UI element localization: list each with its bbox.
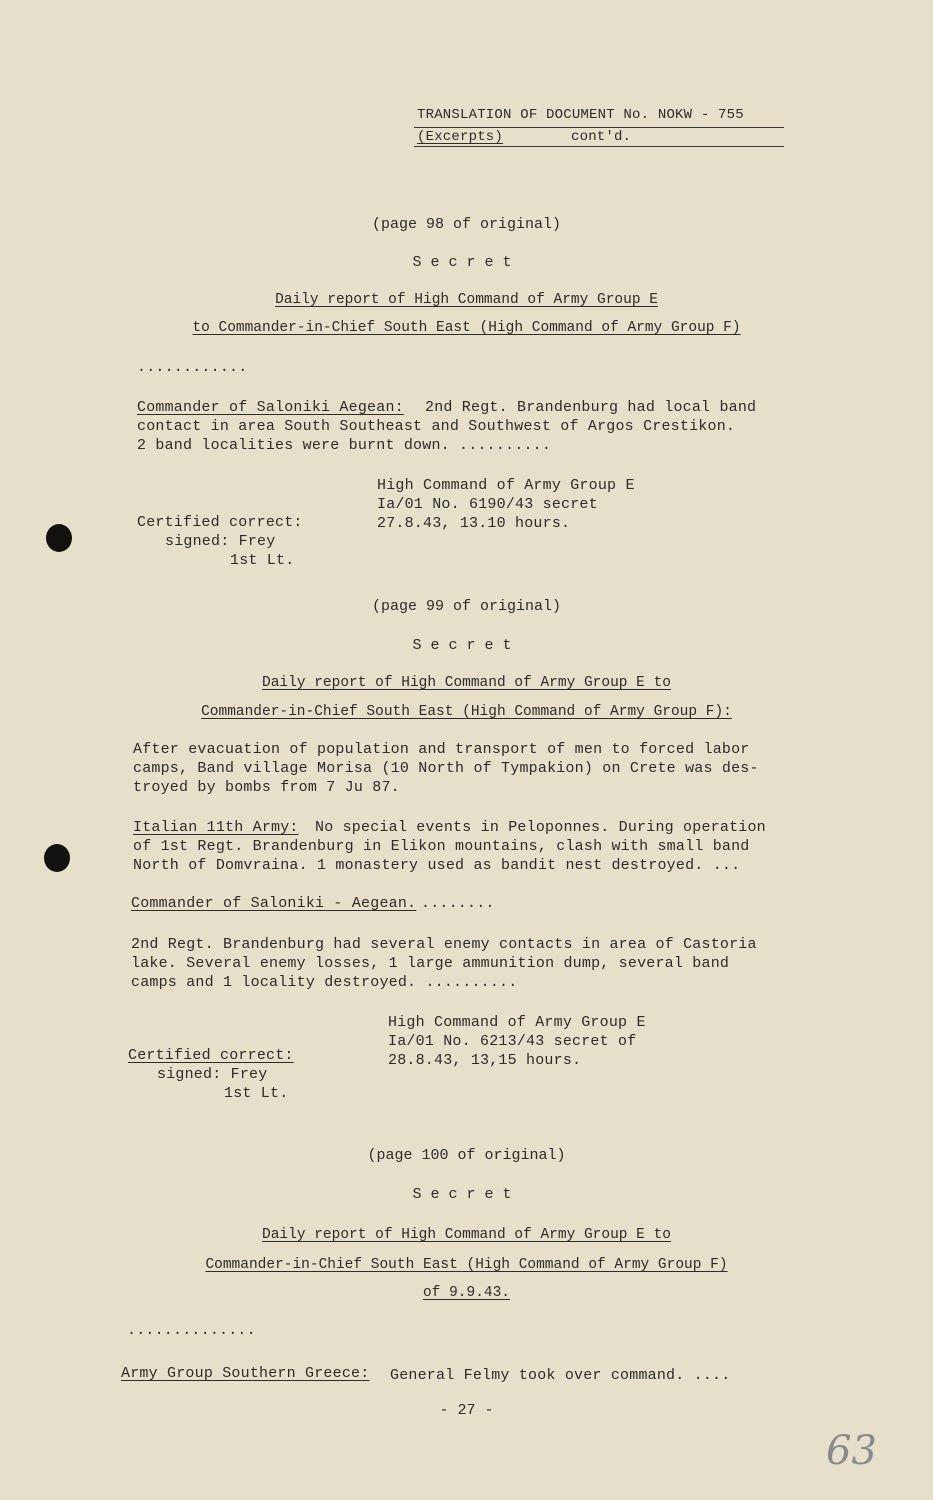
ellipsis-1: ............ (137, 359, 248, 376)
para-2d-1: 2nd Regt. Brandenburg had several enemy contacts in area of Castoria (131, 936, 757, 953)
signed-1: signed: Frey (165, 533, 276, 550)
para-line-1b: contact in area South Southeast and Southwest of Argos Crestikon. (137, 418, 736, 435)
page-number: - 27 - (439, 1402, 494, 1419)
ellipsis-3: .............. (127, 1322, 256, 1339)
para-2a-1: After evacuation of population and transport of men to forced labor (133, 741, 750, 758)
sign-block-2b: Ia/01 No. 6213/43 secret of (388, 1033, 637, 1050)
sign-block-1c: 27.8.43, 13.10 hours. (377, 515, 571, 532)
para-2d-2: lake. Several enemy losses, 1 large ammunition dump, several band (131, 955, 730, 972)
report-title-3a: Daily report of High Command of Army Group E to (262, 1227, 671, 1243)
header-contd: cont'd. (571, 129, 632, 145)
secret-label-3: Secret (412, 1186, 521, 1203)
sign-block-2c: 28.8.43, 13,15 hours. (388, 1052, 582, 1069)
report-title-2b: Commander-in-Chief South East (High Command of Army Group F): (201, 704, 732, 720)
page-note-99: (page 99 of original) (371, 598, 562, 615)
header-rule-2 (414, 146, 784, 147)
para-label-saloniki-2: Commander of Saloniki - Aegean. (131, 895, 417, 912)
para-2b-3: North of Domvraina. 1 monastery used as bandit nest destroyed. ... (133, 857, 741, 874)
report-title-3c: of 9.9.43. (422, 1285, 510, 1301)
ellipsis-2: ........ (421, 895, 495, 912)
certified-2: Certified correct: (128, 1047, 294, 1064)
page-note-100: (page 100 of original) (367, 1147, 566, 1164)
rank-1: 1st Lt. (230, 552, 295, 569)
punch-hole-top (46, 524, 72, 552)
report-title-3b: Commander-in-Chief South East (High Command of Army Group F) (205, 1257, 728, 1273)
report-title-1a: Daily report of High Command of Army Group E (275, 292, 658, 308)
sign-block-1a: High Command of Army Group E (377, 477, 635, 494)
para-2a-3: troyed by bombs from 7 Ju 87. (133, 779, 400, 796)
para-line-1c: 2 band localities were burnt down. .......... (137, 437, 552, 454)
secret-label-1: Secret (412, 254, 521, 271)
para-line-1a: 2nd Regt. Brandenburg had local band (425, 399, 757, 416)
header-title: TRANSLATION OF DOCUMENT No. NOKW - 755 (417, 107, 744, 123)
para-label-saloniki-1: Commander of Saloniki Aegean: (137, 399, 404, 416)
para-2b-1: No special events in Peloponnes. During operation (315, 819, 766, 836)
para-3-text: General Felmy took over command. .... (390, 1367, 731, 1384)
para-label-army-group-greece: Army Group Southern Greece: (121, 1365, 370, 1382)
para-2a-2: camps, Band village Morisa (10 North of Tympakion) on Crete was des- (133, 760, 759, 777)
report-title-1b: to Commander-in-Chief South East (High Command of Army Group F) (192, 320, 741, 336)
rank-2: 1st Lt. (224, 1085, 289, 1102)
sign-block-1b: Ia/01 No. 6190/43 secret (377, 496, 598, 513)
certified-1: Certified correct: (137, 514, 303, 531)
para-2d-3: camps and 1 locality destroyed. .......... (131, 974, 518, 991)
sign-block-2a: High Command of Army Group E (388, 1014, 646, 1031)
punch-hole-bottom (44, 844, 70, 872)
handwritten-folio-number: 63 (826, 1428, 877, 1474)
page-note-98: (page 98 of original) (371, 216, 562, 233)
signed-2: signed: Frey (157, 1066, 268, 1083)
header-excerpts: (Excerpts) (417, 129, 504, 145)
para-2b-2: of 1st Regt. Brandenburg in Elikon mountains, clash with small band (133, 838, 750, 855)
secret-label-2: Secret (412, 637, 521, 654)
report-title-2a: Daily report of High Command of Army Group E to (262, 675, 671, 691)
para-label-italian-army: Italian 11th Army: (133, 819, 299, 836)
